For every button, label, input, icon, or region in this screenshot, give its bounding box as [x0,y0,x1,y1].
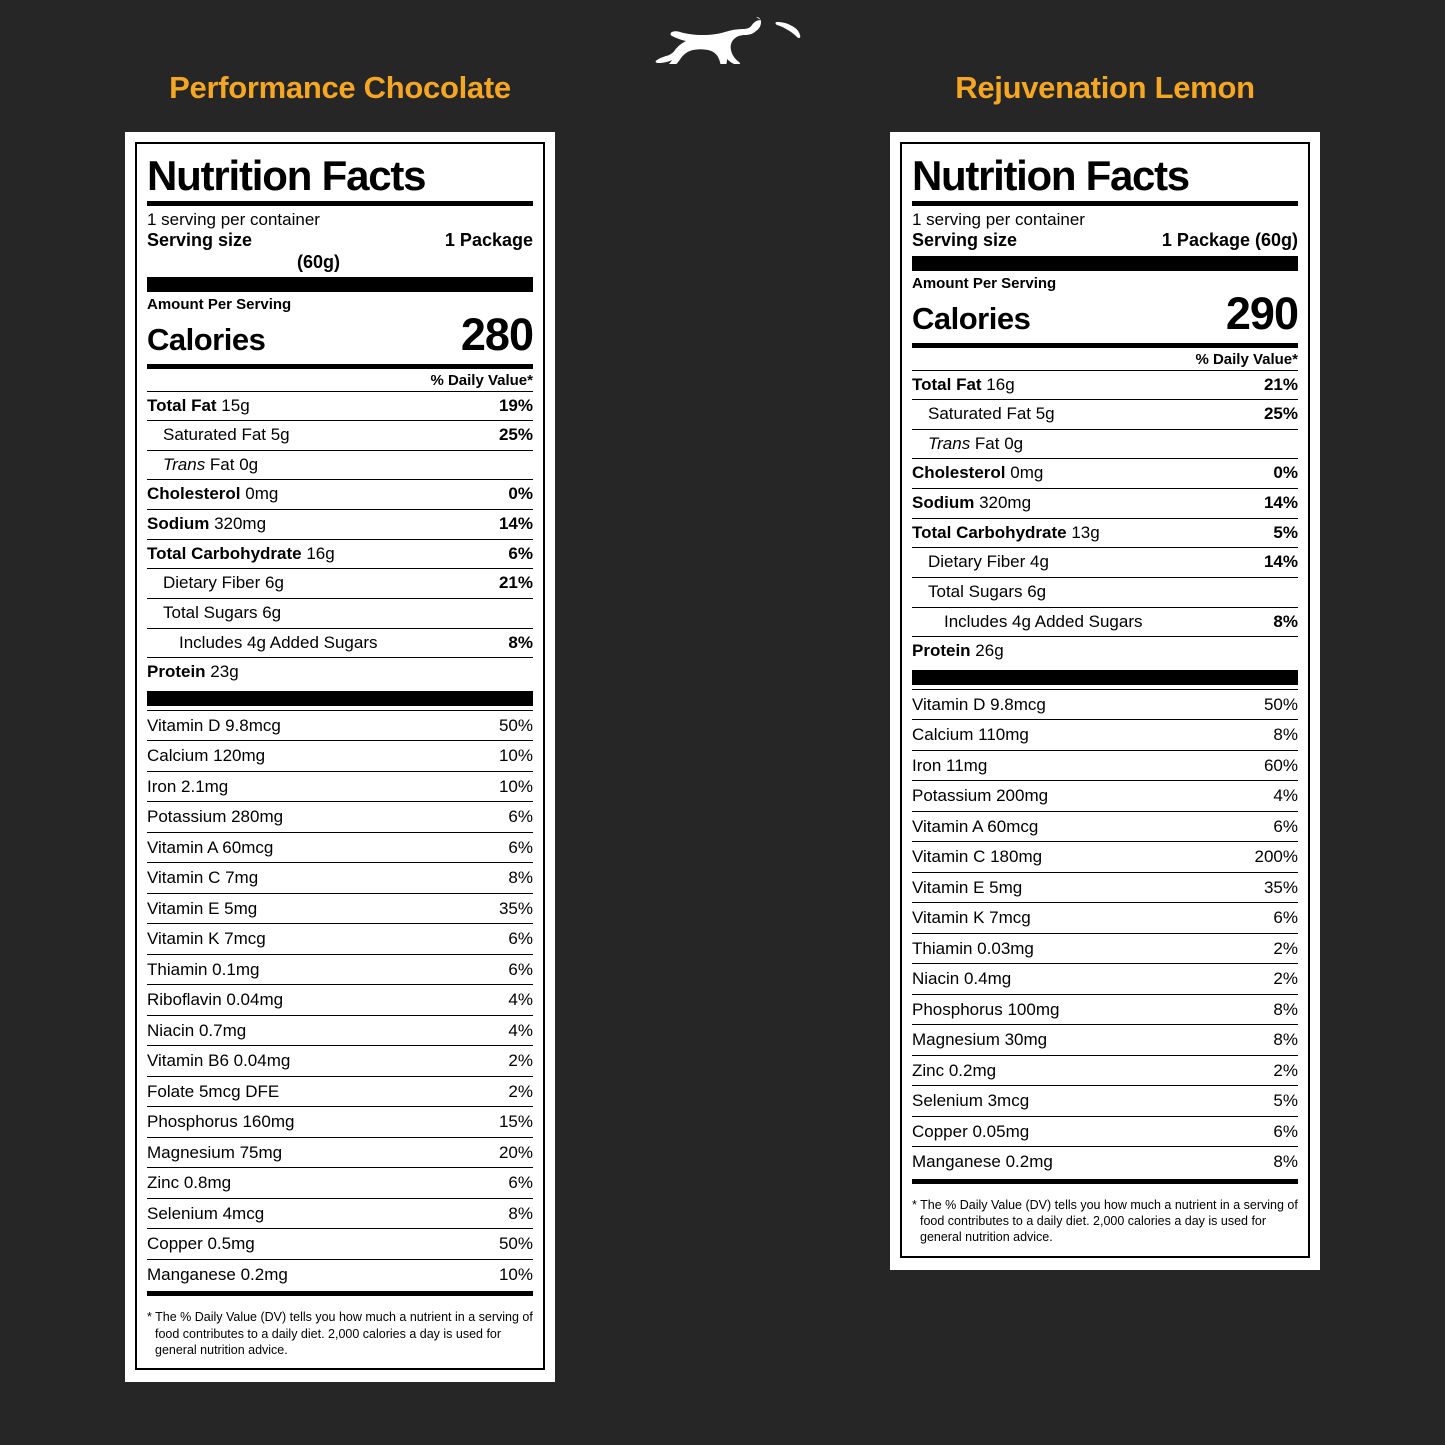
serving-size-label-left: Serving size [147,229,253,250]
nutrient-name: Cholesterol 0mg [147,484,279,504]
vitamin-name: Vitamin K 7mcg [147,929,266,949]
vitamin-percent: 2% [1273,1060,1298,1080]
nutrient-row [912,399,1298,429]
vitamin-row [912,689,1298,720]
vitamin-name: Copper 0.05mg [912,1121,1030,1141]
vitamin-percent: 8% [1273,999,1298,1019]
vitamin-name: Copper 0.5mg [147,1234,255,1254]
vitamin-name: Vitamin B6 0.04mg [147,1051,291,1071]
vitamin-row [147,893,533,924]
vitamin-row [147,1106,533,1137]
amount-per-serving-right: Amount Per Serving [912,274,1057,292]
vitamins-list-right [912,689,1298,1177]
serving-size-value2-left: (60g) [297,251,341,272]
vitamin-name: Vitamin D 9.8mcg [912,694,1046,714]
daily-value-header-right: % Daily Value* [1195,350,1298,368]
footnote-wrap-left [147,1291,533,1358]
vitamin-row [147,832,533,863]
panel-performance-chocolate [125,70,555,1382]
vitamin-percent: 2% [508,1081,533,1101]
nutrient-name: Includes 4g Added Sugars [944,611,1143,631]
nutrient-row [912,636,1298,666]
vitamin-row [147,1076,533,1107]
nutrient-name: Dietary Fiber 4g [928,552,1049,572]
vitamin-percent: 50% [498,715,533,735]
vitamin-row [147,801,533,832]
vitamin-row [912,811,1298,842]
rule [912,670,1298,685]
vitamin-percent: 6% [508,807,533,827]
nutrient-name: Protein 26g [912,641,1004,661]
nutrient-row [912,607,1298,637]
serving-size-row-left [147,230,533,252]
vitamin-row [147,1167,533,1198]
vitamin-percent: 6% [508,929,533,949]
nutrient-percent: 0% [1273,463,1298,483]
nutrient-name: Sodium 320mg [147,514,267,534]
servings-per-container-right: 1 serving per container [912,209,1085,229]
nutrient-name: Total Sugars 6g [928,582,1047,601]
vitamin-row [912,933,1298,964]
rule [912,201,1298,206]
vitamin-name: Zinc 0.2mg [912,1060,997,1080]
nutrient-name: Protein 23g [147,662,239,682]
nutrient-row [912,429,1298,459]
vitamin-name: Magnesium 30mg [912,1030,1048,1050]
vitamin-percent: 50% [1263,694,1298,714]
nutrient-percent: 14% [1263,552,1298,572]
nutrient-percent: 0% [508,484,533,504]
nutrient-row [912,518,1298,548]
vitamin-row [912,780,1298,811]
nutrient-percent: 21% [498,573,533,593]
vitamin-percent: 6% [1273,816,1298,836]
nutrients-list-right [912,370,1298,666]
calories-value-left: 280 [460,308,533,360]
calories-label-left: Calories [147,321,266,357]
nutrient-percent: 25% [498,425,533,445]
vitamin-row [147,710,533,741]
nutrient-percent: 19% [498,395,533,415]
vitamin-row [912,841,1298,872]
serving-size-label-right: Serving size [912,229,1018,250]
nutrition-label-left [125,132,555,1382]
vitamin-name: Potassium 280mg [147,807,284,827]
nutrient-row [147,420,533,450]
vitamin-row [147,740,533,771]
vitamin-name: Vitamin E 5mg [147,898,258,918]
nutrient-name: Saturated Fat 5g [163,425,290,445]
nutrient-row [147,568,533,598]
vitamin-percent: 35% [498,898,533,918]
nutrient-row [912,458,1298,488]
vitamin-percent: 2% [508,1051,533,1071]
nutrient-row [147,479,533,509]
vitamin-name: Vitamin A 60mcg [912,816,1039,836]
nutrient-row [147,509,533,539]
daily-value-header-left: % Daily Value* [430,371,533,389]
vitamin-percent: 35% [1263,877,1298,897]
nutrition-facts-heading-left: Nutrition Facts [147,152,426,199]
vitamin-name: Phosphorus 100mg [912,999,1060,1019]
nutrient-name: Total Carbohydrate 13g [912,522,1100,542]
vitamin-percent: 20% [498,1142,533,1162]
vitamin-row [912,902,1298,933]
vitamin-row [147,954,533,985]
vitamin-row [147,1137,533,1168]
serving-size-row-right [912,230,1298,252]
vitamin-percent: 4% [508,1020,533,1040]
nutrient-name: Cholesterol 0mg [912,463,1044,483]
panel-title-right: Rejuvenation Lemon [955,70,1255,105]
vitamin-name: Selenium 3mcg [912,1091,1030,1111]
nutrition-label-right [890,132,1320,1270]
rule [912,256,1298,271]
vitamin-percent: 6% [1273,1121,1298,1141]
calories-row-right [912,288,1298,340]
vitamin-percent: 4% [1273,786,1298,806]
vitamin-percent: 8% [1273,1152,1298,1172]
nutrient-row [912,577,1298,607]
vitamin-row [147,923,533,954]
vitamin-name: Vitamin K 7mcg [912,908,1031,928]
nutrient-row [147,539,533,569]
nutrient-name: Sodium 320mg [912,493,1032,513]
rule [147,691,533,706]
nutrient-name: Saturated Fat 5g [928,404,1055,424]
vitamin-name: Riboflavin 0.04mg [147,990,284,1010]
nutrient-name: Trans Fat 0g [928,433,1024,453]
nutrients-list-left [147,391,533,687]
calories-value-right: 290 [1225,287,1298,339]
nutrient-row [147,657,533,687]
vitamin-row [147,984,533,1015]
vitamin-row [912,1024,1298,1055]
vitamin-percent: 8% [508,1203,533,1223]
vitamin-name: Vitamin D 9.8mcg [147,715,281,735]
vitamin-percent: 6% [508,959,533,979]
vitamin-name: Selenium 4mcg [147,1203,265,1223]
vitamin-name: Zinc 0.8mg [147,1173,232,1193]
nutrient-percent: 8% [1273,611,1298,631]
vitamin-percent: 10% [498,776,533,796]
rule [912,343,1298,348]
nutrient-percent: 21% [1263,374,1298,394]
nutrient-row [147,598,533,628]
vitamin-row [912,872,1298,903]
vitamin-name: Thiamin 0.03mg [912,938,1034,958]
vitamin-row [147,1045,533,1076]
vitamin-row [912,750,1298,781]
vitamin-name: Vitamin C 7mg [147,868,259,888]
nutrient-percent: 14% [498,514,533,534]
nutrient-row [912,547,1298,577]
nutrient-row [912,488,1298,518]
vitamin-row [912,1116,1298,1147]
nutrition-facts-heading-right: Nutrition Facts [912,152,1189,199]
vitamin-row [912,1085,1298,1116]
vitamin-row [912,963,1298,994]
footnote-wrap-right [912,1179,1298,1246]
vitamin-row [147,1259,533,1290]
nutrient-name: Total Fat 16g [912,374,1015,394]
panel-rejuvenation-lemon [890,70,1320,1382]
nutrient-percent: 14% [1263,493,1298,513]
calories-label-right: Calories [912,300,1031,336]
vitamin-name: Manganese 0.2mg [147,1264,288,1284]
vitamin-percent: 2% [1273,969,1298,989]
nutrient-name: Total Sugars 6g [163,603,282,622]
vitamin-name: Vitamin E 5mg [912,877,1023,897]
vitamin-row [912,1055,1298,1086]
nutrient-percent: 8% [508,632,533,652]
running-lion-logo [643,14,803,64]
vitamin-name: Iron 2.1mg [147,776,229,796]
nutrition-panels [0,70,1445,1382]
vitamin-row [147,1228,533,1259]
vitamin-row [912,994,1298,1025]
nutrient-row [912,370,1298,400]
vitamin-percent: 15% [498,1112,533,1132]
vitamin-name: Calcium 110mg [912,725,1029,745]
nutrient-name: Dietary Fiber 6g [163,573,284,593]
vitamin-percent: 6% [508,1173,533,1193]
vitamin-percent: 2% [1273,938,1298,958]
nutrient-name: Total Fat 15g [147,395,250,415]
serving-size-value-left: 1 Package [444,229,533,250]
vitamin-name: Potassium 200mg [912,786,1049,806]
nutrient-name: Total Carbohydrate 16g [147,543,335,563]
vitamin-percent: 10% [498,746,533,766]
vitamin-percent: 10% [498,1264,533,1284]
vitamin-percent: 4% [508,990,533,1010]
vitamin-percent: 8% [1273,725,1298,745]
calories-row-left [147,309,533,361]
vitamin-percent: 60% [1263,755,1298,775]
nutrient-name: Trans Fat 0g [163,454,259,474]
nutrient-percent: 25% [1263,404,1298,424]
vitamin-name: Thiamin 0.1mg [147,959,260,979]
vitamin-row [147,1015,533,1046]
vitamin-name: Folate 5mcg DFE [147,1081,280,1101]
servings-per-container-left: 1 serving per container [147,209,320,229]
vitamin-row [147,771,533,802]
vitamin-row [147,1198,533,1229]
vitamin-row [912,1146,1298,1177]
rule [147,201,533,206]
footnote-right: * The % Daily Value (DV) tells you how much a nutrient in a serving of food contributes to a daily diet. 2,000 calories a day is used for general nutrition advice. [912,1197,1298,1245]
vitamin-name: Manganese 0.2mg [912,1152,1053,1172]
nutrient-percent: 6% [508,543,533,563]
vitamin-percent: 8% [508,868,533,888]
serving-size-value-right: 1 Package (60g) [1161,229,1298,250]
nutrient-row [147,391,533,421]
nutrient-row [147,450,533,480]
vitamin-percent: 5% [1273,1091,1298,1111]
footnote-left: * The % Daily Value (DV) tells you how much a nutrient in a serving of food contributes to a daily diet. 2,000 calories a day is used for general nutrition advice. [147,1310,533,1357]
vitamin-name: Vitamin A 60mcg [147,837,274,857]
vitamin-name: Vitamin C 180mg [912,847,1043,867]
rule [147,277,533,292]
rule [147,364,533,369]
vitamin-name: Iron 11mg [912,755,988,775]
vitamin-name: Phosphorus 160mg [147,1112,295,1132]
vitamins-list-left [147,710,533,1290]
nutrient-percent: 5% [1273,522,1298,542]
vitamin-row [147,862,533,893]
vitamin-name: Calcium 120mg [147,746,266,766]
vitamin-name: Niacin 0.4mg [912,969,1012,989]
vitamin-row [912,719,1298,750]
amount-per-serving-left: Amount Per Serving [147,295,292,313]
brand-logo [0,14,1445,64]
vitamin-name: Magnesium 75mg [147,1142,283,1162]
nutrient-row [147,628,533,658]
vitamin-percent: 6% [508,837,533,857]
vitamin-name: Niacin 0.7mg [147,1020,247,1040]
vitamin-percent: 8% [1273,1030,1298,1050]
panel-title-left: Performance Chocolate [169,70,511,105]
nutrient-name: Includes 4g Added Sugars [179,632,378,652]
vitamin-percent: 6% [1273,908,1298,928]
vitamin-percent: 50% [498,1234,533,1254]
vitamin-percent: 200% [1254,847,1298,867]
